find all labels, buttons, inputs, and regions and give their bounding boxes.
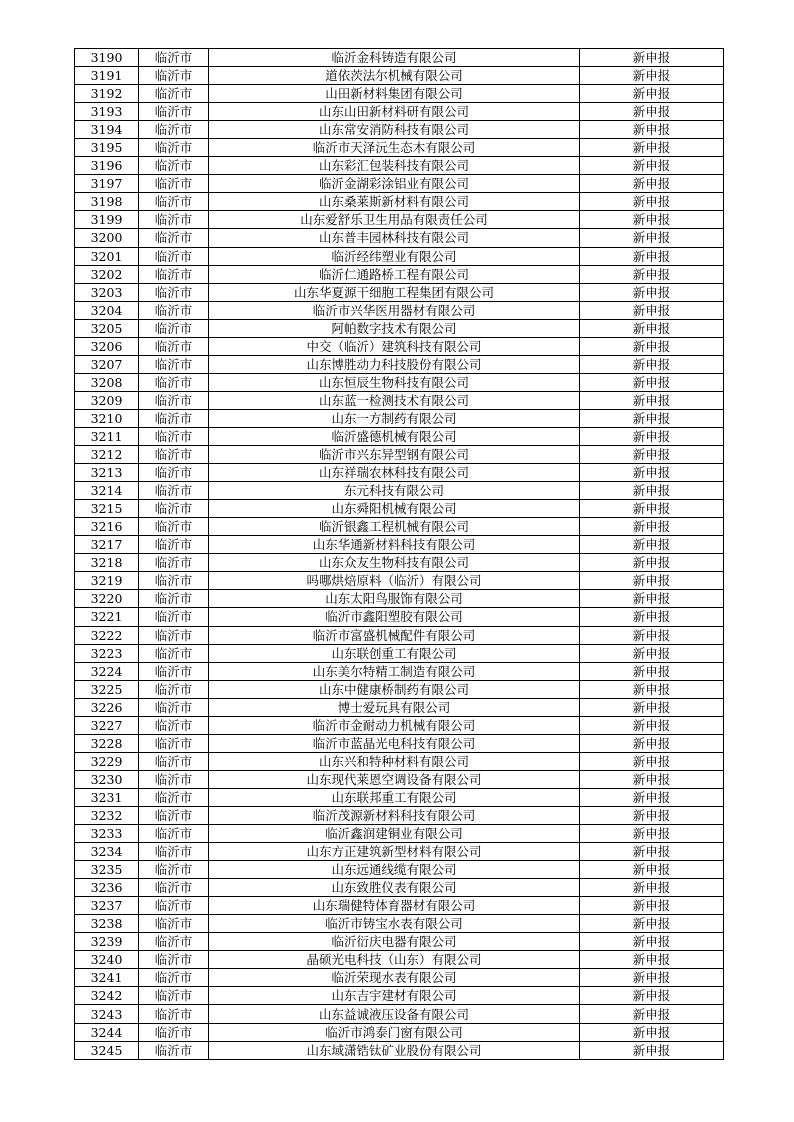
city-cell: 临沂市 bbox=[139, 806, 209, 824]
status-cell: 新申报 bbox=[580, 716, 724, 734]
table-row bbox=[75, 301, 724, 319]
city-cell: 临沂市 bbox=[139, 103, 209, 121]
company-name-cell: 临沂荣现水表有限公司 bbox=[209, 969, 580, 987]
table-body bbox=[75, 49, 724, 1060]
city-cell: 临沂市 bbox=[139, 139, 209, 157]
table-row bbox=[75, 355, 724, 373]
table-row bbox=[75, 969, 724, 987]
status-cell: 新申报 bbox=[580, 843, 724, 861]
status-cell: 新申报 bbox=[580, 698, 724, 716]
company-name-cell: 临沂市富盛机械配件有限公司 bbox=[209, 626, 580, 644]
status-cell: 新申报 bbox=[580, 1005, 724, 1023]
company-name-cell: 临沂市铸宝水表有限公司 bbox=[209, 915, 580, 933]
status-cell: 新申报 bbox=[580, 680, 724, 698]
table-row bbox=[75, 933, 724, 951]
company-name-cell: 山东蓝一检测技术有限公司 bbox=[209, 391, 580, 409]
city-cell: 临沂市 bbox=[139, 536, 209, 554]
company-name-cell: 山东常安消防科技有限公司 bbox=[209, 121, 580, 139]
city-cell: 临沂市 bbox=[139, 85, 209, 103]
table-row bbox=[75, 716, 724, 734]
company-name-cell: 山东彩汇包装科技有限公司 bbox=[209, 157, 580, 175]
city-cell: 临沂市 bbox=[139, 175, 209, 193]
table-row bbox=[75, 879, 724, 897]
company-name-cell: 山东爱舒乐卫生用品有限责任公司 bbox=[209, 211, 580, 229]
city-cell: 临沂市 bbox=[139, 67, 209, 85]
status-cell: 新申报 bbox=[580, 933, 724, 951]
company-name-cell: 山东博胜动力科技股份有限公司 bbox=[209, 355, 580, 373]
table-row bbox=[75, 788, 724, 806]
company-name-cell: 山东祥瑞农林科技有限公司 bbox=[209, 464, 580, 482]
status-cell: 新申报 bbox=[580, 283, 724, 301]
row-number: 3224 bbox=[75, 662, 139, 680]
company-name-cell: 临沂盛德机械有限公司 bbox=[209, 427, 580, 445]
company-name-cell: 山东瑞健特体育器材有限公司 bbox=[209, 897, 580, 915]
status-cell: 新申报 bbox=[580, 229, 724, 247]
table-row bbox=[75, 680, 724, 698]
city-cell: 临沂市 bbox=[139, 1041, 209, 1059]
company-name-cell: 山东华夏源干细胞工程集团有限公司 bbox=[209, 283, 580, 301]
row-number: 3218 bbox=[75, 554, 139, 572]
company-name-cell: 山东现代莱恩空调设备有限公司 bbox=[209, 770, 580, 788]
company-name-cell: 山东桑莱斯新材料有限公司 bbox=[209, 193, 580, 211]
row-number: 3226 bbox=[75, 698, 139, 716]
table-row bbox=[75, 49, 724, 67]
city-cell: 临沂市 bbox=[139, 662, 209, 680]
company-name-cell: 临沂茂源新材料科技有限公司 bbox=[209, 806, 580, 824]
status-cell: 新申报 bbox=[580, 427, 724, 445]
status-cell: 新申报 bbox=[580, 464, 724, 482]
city-cell: 临沂市 bbox=[139, 987, 209, 1005]
table-row bbox=[75, 806, 724, 824]
status-cell: 新申报 bbox=[580, 897, 724, 915]
row-number: 3191 bbox=[75, 67, 139, 85]
row-number: 3204 bbox=[75, 301, 139, 319]
status-cell: 新申报 bbox=[580, 337, 724, 355]
row-number: 3241 bbox=[75, 969, 139, 987]
table-row bbox=[75, 157, 724, 175]
row-number: 3240 bbox=[75, 951, 139, 969]
city-cell: 临沂市 bbox=[139, 626, 209, 644]
city-cell: 临沂市 bbox=[139, 247, 209, 265]
status-cell: 新申报 bbox=[580, 752, 724, 770]
row-number: 3203 bbox=[75, 283, 139, 301]
table-row bbox=[75, 752, 724, 770]
table-row bbox=[75, 121, 724, 139]
company-name-cell: 山东益诚液压设备有限公司 bbox=[209, 1005, 580, 1023]
city-cell: 临沂市 bbox=[139, 1005, 209, 1023]
company-name-cell: 山东兴和特种材料有限公司 bbox=[209, 752, 580, 770]
row-number: 3201 bbox=[75, 247, 139, 265]
row-number: 3244 bbox=[75, 1023, 139, 1041]
city-cell: 临沂市 bbox=[139, 752, 209, 770]
row-number: 3220 bbox=[75, 590, 139, 608]
table-row bbox=[75, 698, 724, 716]
status-cell: 新申报 bbox=[580, 951, 724, 969]
table-row bbox=[75, 644, 724, 662]
company-name-cell: 山东联邦重工有限公司 bbox=[209, 788, 580, 806]
company-name-cell: 山东山田新材料研有限公司 bbox=[209, 103, 580, 121]
company-name-cell: 临沂银鑫工程机械有限公司 bbox=[209, 518, 580, 536]
row-number: 3217 bbox=[75, 536, 139, 554]
company-name-cell: 中交（临沂）建筑科技有限公司 bbox=[209, 337, 580, 355]
company-name-cell: 临沂市兴华医用器材有限公司 bbox=[209, 301, 580, 319]
table-row bbox=[75, 554, 724, 572]
city-cell: 临沂市 bbox=[139, 825, 209, 843]
row-number: 3233 bbox=[75, 825, 139, 843]
city-cell: 临沂市 bbox=[139, 770, 209, 788]
table-row bbox=[75, 337, 724, 355]
status-cell: 新申报 bbox=[580, 518, 724, 536]
row-number: 3193 bbox=[75, 103, 139, 121]
status-cell: 新申报 bbox=[580, 806, 724, 824]
table-row bbox=[75, 103, 724, 121]
status-cell: 新申报 bbox=[580, 626, 724, 644]
city-cell: 临沂市 bbox=[139, 211, 209, 229]
table-row bbox=[75, 247, 724, 265]
company-name-cell: 临沂仁通路桥工程有限公司 bbox=[209, 265, 580, 283]
table-row bbox=[75, 897, 724, 915]
city-cell: 临沂市 bbox=[139, 229, 209, 247]
table-row bbox=[75, 139, 724, 157]
city-cell: 临沂市 bbox=[139, 355, 209, 373]
row-number: 3215 bbox=[75, 500, 139, 518]
company-name-cell: 临沂市蓝晶光电科技有限公司 bbox=[209, 734, 580, 752]
company-name-cell: 山东联创重工有限公司 bbox=[209, 644, 580, 662]
city-cell: 临沂市 bbox=[139, 843, 209, 861]
row-number: 3222 bbox=[75, 626, 139, 644]
status-cell: 新申报 bbox=[580, 590, 724, 608]
status-cell: 新申报 bbox=[580, 247, 724, 265]
row-number: 3208 bbox=[75, 373, 139, 391]
table-row bbox=[75, 1041, 724, 1059]
company-name-cell: 山东中健康桥制药有限公司 bbox=[209, 680, 580, 698]
city-cell: 临沂市 bbox=[139, 590, 209, 608]
row-number: 3213 bbox=[75, 464, 139, 482]
company-name-cell: 山东域潇锆钛矿业股份有限公司 bbox=[209, 1041, 580, 1059]
row-number: 3245 bbox=[75, 1041, 139, 1059]
status-cell: 新申报 bbox=[580, 1041, 724, 1059]
company-name-cell: 阿帕数字技术有限公司 bbox=[209, 319, 580, 337]
table-row bbox=[75, 211, 724, 229]
table-row bbox=[75, 590, 724, 608]
city-cell: 临沂市 bbox=[139, 193, 209, 211]
status-cell: 新申报 bbox=[580, 825, 724, 843]
row-number: 3221 bbox=[75, 608, 139, 626]
row-number: 3216 bbox=[75, 518, 139, 536]
company-name-cell: 山东舜阳机械有限公司 bbox=[209, 500, 580, 518]
table-row bbox=[75, 843, 724, 861]
table-row bbox=[75, 67, 724, 85]
row-number: 3197 bbox=[75, 175, 139, 193]
company-name-cell: 山东方正建筑新型材料有限公司 bbox=[209, 843, 580, 861]
status-cell: 新申报 bbox=[580, 175, 724, 193]
table-row bbox=[75, 626, 724, 644]
city-cell: 临沂市 bbox=[139, 337, 209, 355]
city-cell: 临沂市 bbox=[139, 879, 209, 897]
company-name-cell: 山东远通线缆有限公司 bbox=[209, 861, 580, 879]
company-name-cell: 山田新材料集团有限公司 bbox=[209, 85, 580, 103]
city-cell: 临沂市 bbox=[139, 446, 209, 464]
row-number: 3205 bbox=[75, 319, 139, 337]
company-name-cell: 临沂经纬塑业有限公司 bbox=[209, 247, 580, 265]
row-number: 3229 bbox=[75, 752, 139, 770]
row-number: 3194 bbox=[75, 121, 139, 139]
row-number: 3232 bbox=[75, 806, 139, 824]
table-row bbox=[75, 500, 724, 518]
status-cell: 新申报 bbox=[580, 301, 724, 319]
city-cell: 临沂市 bbox=[139, 734, 209, 752]
company-name-cell: 山东众友生物科技有限公司 bbox=[209, 554, 580, 572]
company-name-cell: 临沂市金耐动力机械有限公司 bbox=[209, 716, 580, 734]
row-number: 3200 bbox=[75, 229, 139, 247]
table-row bbox=[75, 427, 724, 445]
status-cell: 新申报 bbox=[580, 482, 724, 500]
city-cell: 临沂市 bbox=[139, 373, 209, 391]
table-row bbox=[75, 283, 724, 301]
status-cell: 新申报 bbox=[580, 969, 724, 987]
status-cell: 新申报 bbox=[580, 49, 724, 67]
city-cell: 临沂市 bbox=[139, 482, 209, 500]
company-name-cell: 山东太阳鸟服饰有限公司 bbox=[209, 590, 580, 608]
city-cell: 临沂市 bbox=[139, 518, 209, 536]
row-number: 3199 bbox=[75, 211, 139, 229]
table-row bbox=[75, 446, 724, 464]
company-name-cell: 临沂市天泽沅生态木有限公司 bbox=[209, 139, 580, 157]
city-cell: 临沂市 bbox=[139, 572, 209, 590]
table-row bbox=[75, 572, 724, 590]
row-number: 3242 bbox=[75, 987, 139, 1005]
company-name-cell: 吗哪烘焙原料（临沂）有限公司 bbox=[209, 572, 580, 590]
table-row bbox=[75, 608, 724, 626]
table-row bbox=[75, 1023, 724, 1041]
city-cell: 临沂市 bbox=[139, 788, 209, 806]
city-cell: 临沂市 bbox=[139, 409, 209, 427]
status-cell: 新申报 bbox=[580, 67, 724, 85]
city-cell: 临沂市 bbox=[139, 861, 209, 879]
row-number: 3223 bbox=[75, 644, 139, 662]
row-number: 3236 bbox=[75, 879, 139, 897]
company-name-cell: 临沂金湖彩涂铝业有限公司 bbox=[209, 175, 580, 193]
city-cell: 临沂市 bbox=[139, 265, 209, 283]
city-cell: 临沂市 bbox=[139, 1023, 209, 1041]
company-name-cell: 博士爱玩具有限公司 bbox=[209, 698, 580, 716]
status-cell: 新申报 bbox=[580, 85, 724, 103]
status-cell: 新申报 bbox=[580, 572, 724, 590]
row-number: 3198 bbox=[75, 193, 139, 211]
status-cell: 新申报 bbox=[580, 409, 724, 427]
row-number: 3234 bbox=[75, 843, 139, 861]
status-cell: 新申报 bbox=[580, 879, 724, 897]
table-row bbox=[75, 825, 724, 843]
table-row bbox=[75, 951, 724, 969]
company-name-cell: 临沂鑫润建铜业有限公司 bbox=[209, 825, 580, 843]
table-row bbox=[75, 229, 724, 247]
table-row bbox=[75, 85, 724, 103]
row-number: 3235 bbox=[75, 861, 139, 879]
status-cell: 新申报 bbox=[580, 319, 724, 337]
row-number: 3214 bbox=[75, 482, 139, 500]
table-row bbox=[75, 464, 724, 482]
row-number: 3207 bbox=[75, 355, 139, 373]
row-number: 3238 bbox=[75, 915, 139, 933]
table-row bbox=[75, 319, 724, 337]
company-name-cell: 临沂市鸿泰门窗有限公司 bbox=[209, 1023, 580, 1041]
company-name-cell: 山东普丰园林科技有限公司 bbox=[209, 229, 580, 247]
table-row bbox=[75, 518, 724, 536]
status-cell: 新申报 bbox=[580, 373, 724, 391]
enterprise-list-table bbox=[74, 48, 724, 1060]
status-cell: 新申报 bbox=[580, 193, 724, 211]
row-number: 3212 bbox=[75, 446, 139, 464]
table-row bbox=[75, 915, 724, 933]
status-cell: 新申报 bbox=[580, 554, 724, 572]
row-number: 3219 bbox=[75, 572, 139, 590]
status-cell: 新申报 bbox=[580, 861, 724, 879]
city-cell: 临沂市 bbox=[139, 680, 209, 698]
status-cell: 新申报 bbox=[580, 608, 724, 626]
table-row bbox=[75, 391, 724, 409]
row-number: 3239 bbox=[75, 933, 139, 951]
company-name-cell: 山东美尔特精工制造有限公司 bbox=[209, 662, 580, 680]
table-row bbox=[75, 193, 724, 211]
company-name-cell: 临沂金科铸造有限公司 bbox=[209, 49, 580, 67]
row-number: 3228 bbox=[75, 734, 139, 752]
table-row bbox=[75, 662, 724, 680]
city-cell: 临沂市 bbox=[139, 608, 209, 626]
table-row bbox=[75, 770, 724, 788]
table-row bbox=[75, 536, 724, 554]
row-number: 3202 bbox=[75, 265, 139, 283]
status-cell: 新申报 bbox=[580, 121, 724, 139]
table-row bbox=[75, 373, 724, 391]
row-number: 3192 bbox=[75, 85, 139, 103]
row-number: 3243 bbox=[75, 1005, 139, 1023]
city-cell: 临沂市 bbox=[139, 951, 209, 969]
company-name-cell: 临沂市兴东异型钢有限公司 bbox=[209, 446, 580, 464]
row-number: 3190 bbox=[75, 49, 139, 67]
table-row bbox=[75, 265, 724, 283]
row-number: 3227 bbox=[75, 716, 139, 734]
city-cell: 临沂市 bbox=[139, 121, 209, 139]
status-cell: 新申报 bbox=[580, 788, 724, 806]
city-cell: 临沂市 bbox=[139, 427, 209, 445]
table-row bbox=[75, 734, 724, 752]
city-cell: 临沂市 bbox=[139, 319, 209, 337]
city-cell: 临沂市 bbox=[139, 301, 209, 319]
row-number: 3211 bbox=[75, 427, 139, 445]
table-row bbox=[75, 1005, 724, 1023]
status-cell: 新申报 bbox=[580, 987, 724, 1005]
status-cell: 新申报 bbox=[580, 770, 724, 788]
city-cell: 临沂市 bbox=[139, 897, 209, 915]
city-cell: 临沂市 bbox=[139, 554, 209, 572]
table-row bbox=[75, 175, 724, 193]
status-cell: 新申报 bbox=[580, 662, 724, 680]
city-cell: 临沂市 bbox=[139, 391, 209, 409]
row-number: 3230 bbox=[75, 770, 139, 788]
row-number: 3195 bbox=[75, 139, 139, 157]
status-cell: 新申报 bbox=[580, 734, 724, 752]
city-cell: 临沂市 bbox=[139, 157, 209, 175]
row-number: 3231 bbox=[75, 788, 139, 806]
company-name-cell: 临沂衍庆电器有限公司 bbox=[209, 933, 580, 951]
status-cell: 新申报 bbox=[580, 157, 724, 175]
city-cell: 临沂市 bbox=[139, 500, 209, 518]
status-cell: 新申报 bbox=[580, 211, 724, 229]
status-cell: 新申报 bbox=[580, 139, 724, 157]
city-cell: 临沂市 bbox=[139, 969, 209, 987]
company-name-cell: 山东华通新材料科技有限公司 bbox=[209, 536, 580, 554]
city-cell: 临沂市 bbox=[139, 698, 209, 716]
city-cell: 临沂市 bbox=[139, 49, 209, 67]
status-cell: 新申报 bbox=[580, 500, 724, 518]
company-name-cell: 山东恒辰生物科技有限公司 bbox=[209, 373, 580, 391]
row-number: 3237 bbox=[75, 897, 139, 915]
status-cell: 新申报 bbox=[580, 103, 724, 121]
city-cell: 临沂市 bbox=[139, 644, 209, 662]
status-cell: 新申报 bbox=[580, 644, 724, 662]
company-name-cell: 道依茨法尔机械有限公司 bbox=[209, 67, 580, 85]
city-cell: 临沂市 bbox=[139, 716, 209, 734]
city-cell: 临沂市 bbox=[139, 464, 209, 482]
status-cell: 新申报 bbox=[580, 915, 724, 933]
status-cell: 新申报 bbox=[580, 391, 724, 409]
row-number: 3206 bbox=[75, 337, 139, 355]
company-name-cell: 晶硕光电科技（山东）有限公司 bbox=[209, 951, 580, 969]
company-name-cell: 山东致胜仪表有限公司 bbox=[209, 879, 580, 897]
company-name-cell: 东元科技有限公司 bbox=[209, 482, 580, 500]
status-cell: 新申报 bbox=[580, 536, 724, 554]
table-row bbox=[75, 482, 724, 500]
status-cell: 新申报 bbox=[580, 355, 724, 373]
table-row bbox=[75, 861, 724, 879]
row-number: 3210 bbox=[75, 409, 139, 427]
status-cell: 新申报 bbox=[580, 265, 724, 283]
city-cell: 临沂市 bbox=[139, 933, 209, 951]
company-name-cell: 山东一方制药有限公司 bbox=[209, 409, 580, 427]
company-name-cell: 山东吉宇建材有限公司 bbox=[209, 987, 580, 1005]
row-number: 3225 bbox=[75, 680, 139, 698]
status-cell: 新申报 bbox=[580, 446, 724, 464]
company-name-cell: 临沂市鑫阳塑胶有限公司 bbox=[209, 608, 580, 626]
row-number: 3209 bbox=[75, 391, 139, 409]
city-cell: 临沂市 bbox=[139, 915, 209, 933]
status-cell: 新申报 bbox=[580, 1023, 724, 1041]
table-row bbox=[75, 409, 724, 427]
city-cell: 临沂市 bbox=[139, 283, 209, 301]
row-number: 3196 bbox=[75, 157, 139, 175]
table-row bbox=[75, 987, 724, 1005]
